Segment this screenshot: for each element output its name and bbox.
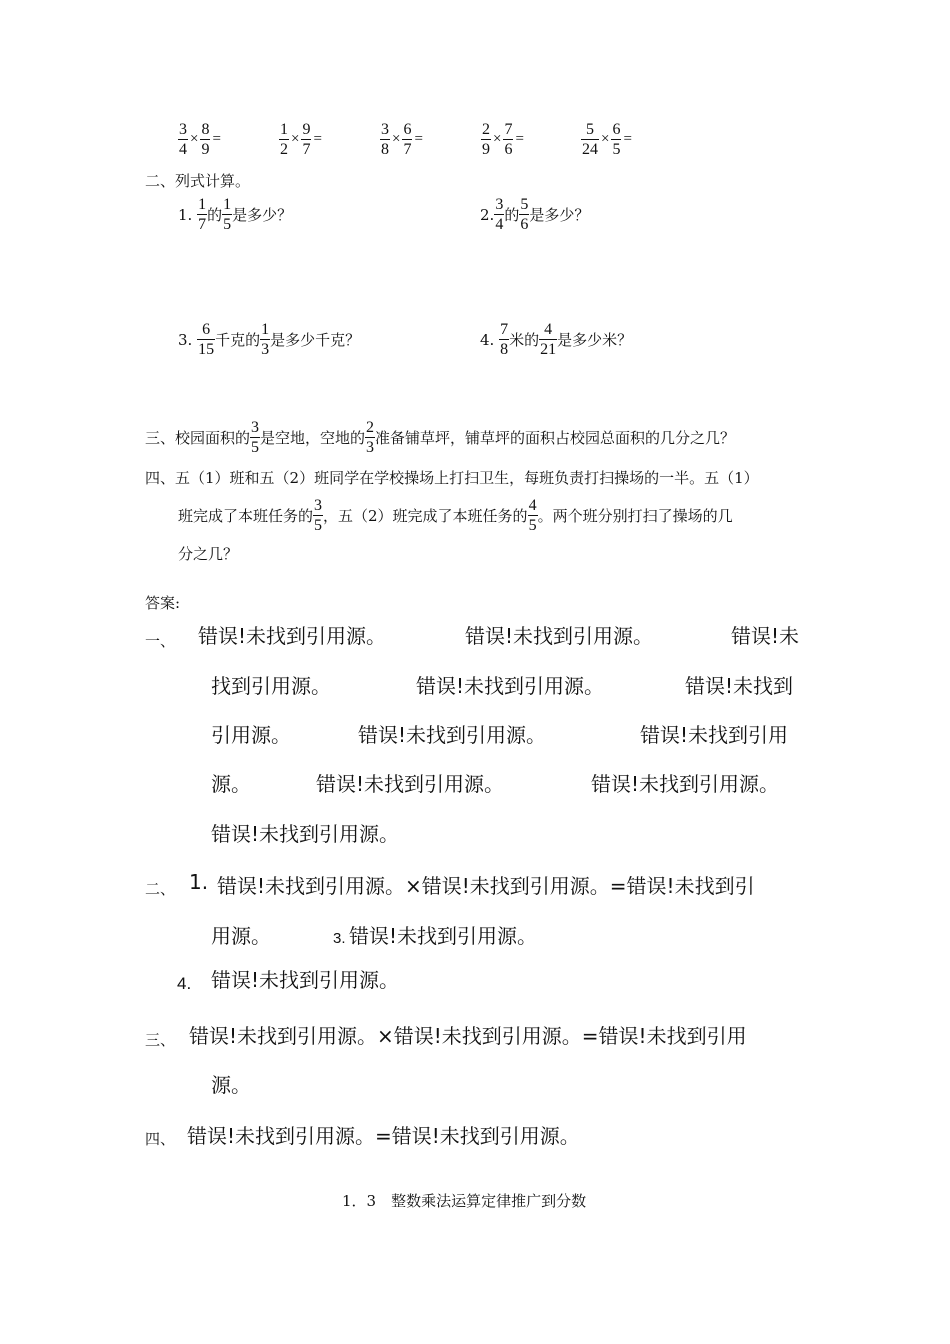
next-section-title: 1．3 整数乘法运算定律推广到分数 — [342, 1192, 587, 1210]
product-4: $\frac{2}{9}$ × $\frac{7}{6}$ = — [482, 121, 524, 158]
answer-1-line-2a: 找到引用源。 — [211, 674, 331, 698]
section-4-line-3: 分之几？ — [178, 545, 239, 563]
product-1: $\frac{3}{4}$ × $\frac{8}{9}$ = — [179, 121, 221, 158]
answer-1-line-4a: 源。 — [211, 772, 251, 796]
section-4-line-1: 四、五（1）班和五（2）班同学在学校操场上打扫卫生，每班负责打扫操场的一半。五（1） — [145, 469, 759, 487]
question-2-3: 3. $\frac{6}{15}$ 千克的 $\frac{1}{3}$ 是多少千克？ — [178, 321, 361, 358]
answer-4-label: 四、 — [145, 1130, 176, 1148]
answer-2-line-3: 错误!未找到引用源。 — [211, 968, 400, 992]
fraction: $\frac{6}{7}$ — [403, 121, 412, 158]
fraction: $\frac{3}{4}$ — [179, 121, 187, 158]
answer-3-line-1: 错误!未找到引用源。×错误!未找到引用源。=错误!未找到引用 — [189, 1024, 747, 1048]
answers-heading: 答案: — [145, 594, 181, 612]
answer-1-line-2b: 错误!未找到引用源。 — [416, 674, 605, 698]
fraction: $\frac{3}{8}$ — [381, 121, 389, 158]
question-2-4: 4. $\frac{7}{8}$ 米的 $\frac{4}{21}$ 是多少米？ — [480, 321, 633, 358]
product-5: $\frac{5}{24}$ × $\frac{6}{5}$ = — [582, 121, 632, 158]
section-2-heading: 二、列式计算。 — [145, 172, 251, 190]
question-2-2: 2. $\frac{3}{4}$ 的 $\frac{5}{6}$ 是多少？ — [480, 196, 590, 233]
fraction: $\frac{7}{6}$ — [504, 121, 513, 158]
answer-3-label: 三、 — [145, 1031, 176, 1049]
answer-2-label: 二、 — [145, 880, 176, 898]
question-2-1: 1. $\frac{1}{7}$ 的 $\frac{1}{5}$ 是多少？ — [178, 196, 293, 233]
fraction: $\frac{5}{24}$ — [582, 121, 598, 158]
product-3: $\frac{3}{8}$ × $\frac{6}{7}$ = — [381, 121, 423, 158]
answer-1-line-1a: 错误!未找到引用源。 — [198, 624, 387, 648]
fraction: $\frac{1}{2}$ — [280, 121, 288, 158]
answer-1-label: 一、 — [145, 632, 176, 650]
answer-1-line-3b: 错误!未找到引用源。 — [358, 723, 547, 747]
answer-1-line-5: 错误!未找到引用源。 — [211, 822, 400, 846]
section-3-question: 三、校园面积的 $\frac{3}{5}$ 是空地，空地的 $\frac{2}{3}$ 准备铺草坪，铺草坪的面积占校园总面积的几分之几？ — [145, 419, 736, 456]
section-4-line-2: 班完成了本班任务的 $\frac{3}{5}$ ，五（2）班完成了本班任务的 $\frac{4}{5}$ 。两个班分别打扫了操场的几 — [178, 497, 733, 534]
fraction: $\frac{6}{5}$ — [612, 121, 621, 158]
fraction: $\frac{9}{7}$ — [302, 121, 311, 158]
answer-2-line-1: 错误!未找到引用源。×错误!未找到引用源。=错误!未找到引 — [217, 874, 755, 898]
fraction: $\frac{8}{9}$ — [201, 121, 210, 158]
answer-1-line-4c: 错误!未找到引用源。 — [591, 772, 780, 796]
answer-2-num-3: 3. — [333, 930, 346, 947]
answer-3-line-2: 源。 — [211, 1073, 251, 1097]
product-2: $\frac{1}{2}$ × $\frac{9}{7}$ = — [280, 121, 322, 158]
answer-1-line-1c: 错误!未 — [731, 624, 800, 648]
answer-2-line-2a: 用源。 — [211, 924, 271, 948]
answer-2-num-4: 4. — [177, 974, 192, 993]
fraction: $\frac{2}{9}$ — [482, 121, 490, 158]
answer-1-line-3c: 错误!未找到引用 — [640, 723, 789, 747]
answer-2-line-2b: 错误!未找到引用源。 — [349, 924, 538, 948]
answer-2-num-1: 1. — [189, 870, 209, 894]
answer-1-line-1b: 错误!未找到引用源。 — [465, 624, 654, 648]
answer-4-line-1: 错误!未找到引用源。=错误!未找到引用源。 — [187, 1124, 580, 1148]
answer-1-line-2c: 错误!未找到 — [685, 674, 794, 698]
answer-1-line-3a: 引用源。 — [211, 723, 291, 747]
answer-1-line-4b: 错误!未找到引用源。 — [316, 772, 505, 796]
